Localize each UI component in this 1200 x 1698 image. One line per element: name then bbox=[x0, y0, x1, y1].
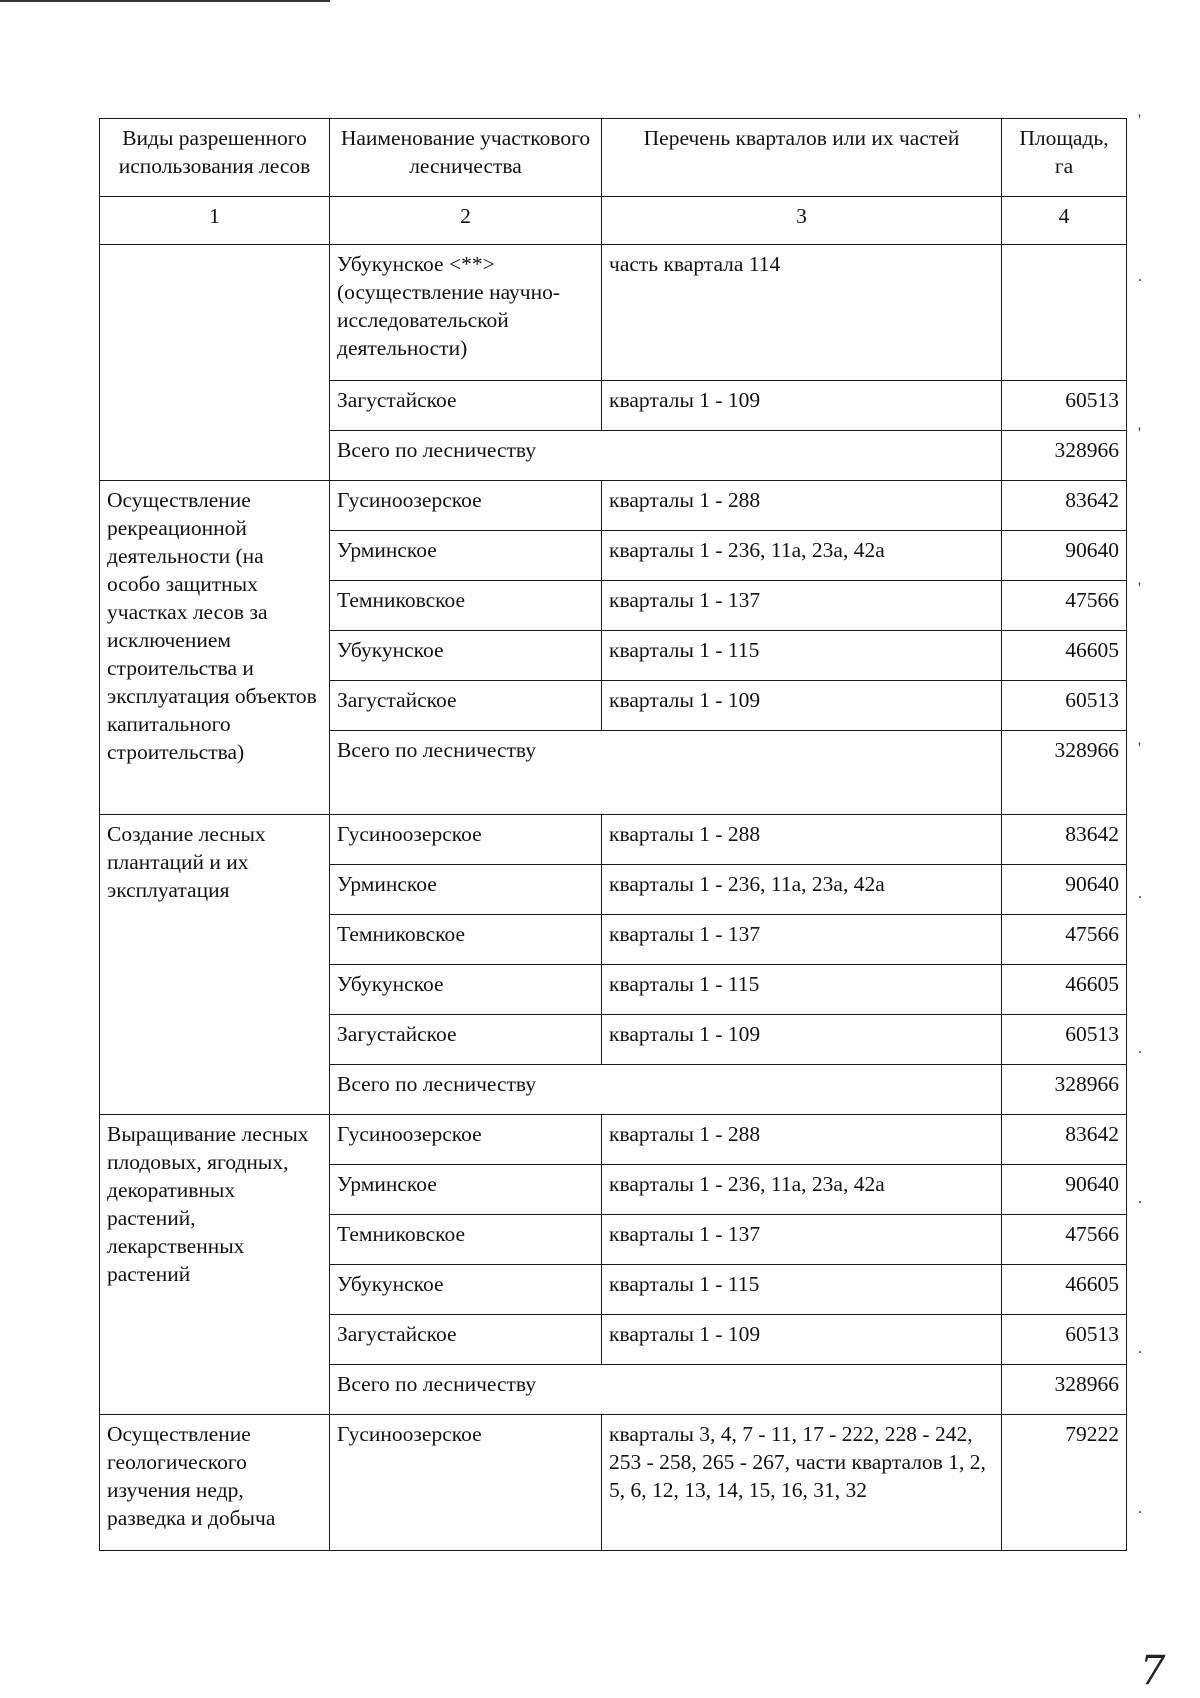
scan-speck: ' bbox=[1138, 580, 1141, 597]
quarters-list: кварталы 1 - 115 bbox=[602, 1265, 1002, 1315]
area-value: 79222 bbox=[1002, 1415, 1127, 1551]
area-value: 60513 bbox=[1002, 681, 1127, 731]
column-number: 1 bbox=[100, 197, 330, 245]
total-label: Всего по лесничеству bbox=[330, 431, 1002, 481]
use-type: Осуществление рекреационной деятельности (на особо защитных участках лесов за исключением строительства и эксплуатация объектов капитального строительства) bbox=[100, 481, 330, 815]
scan-speck: . bbox=[1138, 1500, 1142, 1517]
use-type: Осуществление геологического изучения недр, разведка и добыча bbox=[100, 1415, 330, 1551]
area-value: 90640 bbox=[1002, 1165, 1127, 1215]
table-row bbox=[100, 245, 1127, 381]
total-area: 328966 bbox=[1002, 431, 1127, 481]
area-value: 83642 bbox=[1002, 815, 1127, 865]
header-row bbox=[100, 119, 1127, 197]
scan-speck: . bbox=[1138, 1190, 1142, 1207]
forestry-name: Убукунское bbox=[330, 1265, 602, 1315]
quarters-list: часть квартала 114 bbox=[602, 245, 1002, 381]
area-value: 47566 bbox=[1002, 915, 1127, 965]
forestry-name: Загустайское bbox=[330, 681, 602, 731]
header-area: Площадь, га bbox=[1002, 119, 1127, 197]
forest-use-table bbox=[99, 118, 1127, 1551]
scan-speck: . bbox=[1138, 1340, 1142, 1357]
area-value: 46605 bbox=[1002, 631, 1127, 681]
area-value: 90640 bbox=[1002, 531, 1127, 581]
forestry-name: Гусиноозерское bbox=[330, 815, 602, 865]
forestry-name: Загустайское bbox=[330, 1015, 602, 1065]
quarters-list: кварталы 1 - 137 bbox=[602, 1215, 1002, 1265]
forestry-name: Загустайское bbox=[330, 381, 602, 431]
area-value: 60513 bbox=[1002, 1015, 1127, 1065]
quarters-list: кварталы 1 - 115 bbox=[602, 965, 1002, 1015]
quarters-list: кварталы 1 - 288 bbox=[602, 1115, 1002, 1165]
forestry-name: Гусиноозерское bbox=[330, 1115, 602, 1165]
quarters-list: кварталы 1 - 115 bbox=[602, 631, 1002, 681]
scan-speck: . bbox=[1138, 885, 1142, 902]
area-value: 46605 bbox=[1002, 965, 1127, 1015]
column-number: 3 bbox=[602, 197, 1002, 245]
area-value: 47566 bbox=[1002, 1215, 1127, 1265]
total-label: Всего по лесничеству bbox=[330, 1065, 1002, 1115]
quarters-list: кварталы 1 - 137 bbox=[602, 915, 1002, 965]
forestry-name: Урминское bbox=[330, 531, 602, 581]
column-number-row bbox=[100, 197, 1127, 245]
area-value: 83642 bbox=[1002, 481, 1127, 531]
header-quarters: Перечень кварталов или их частей bbox=[602, 119, 1002, 197]
scan-speck: . bbox=[1138, 268, 1142, 285]
total-label: Всего по лесничеству bbox=[330, 1365, 1002, 1415]
handwritten-page-number: 7 bbox=[1140, 1648, 1166, 1694]
area-value bbox=[1002, 245, 1127, 381]
forestry-name: Урминское bbox=[330, 865, 602, 915]
quarters-list: кварталы 1 - 236, 11а, 23а, 42а bbox=[602, 531, 1002, 581]
quarters-list: кварталы 1 - 109 bbox=[602, 1315, 1002, 1365]
forestry-name: Загустайское bbox=[330, 1315, 602, 1365]
header-type: Виды разрешенного использования лесов bbox=[100, 119, 330, 197]
table-row bbox=[100, 1415, 1127, 1551]
top-edge-line bbox=[0, 0, 330, 2]
header-forestry: Наименование участкового лесничества bbox=[330, 119, 602, 197]
scan-speck: ' bbox=[1138, 740, 1141, 757]
table-row bbox=[100, 481, 1127, 531]
scan-speck: . bbox=[1138, 1040, 1142, 1057]
use-type: Создание лесных плантаций и их эксплуатация bbox=[100, 815, 330, 1115]
quarters-list: кварталы 1 - 109 bbox=[602, 381, 1002, 431]
quarters-list: кварталы 1 - 137 bbox=[602, 581, 1002, 631]
quarters-list: кварталы 1 - 236, 11а, 23а, 42а bbox=[602, 865, 1002, 915]
quarters-list: кварталы 1 - 236, 11а, 23а, 42а bbox=[602, 1165, 1002, 1215]
column-number: 4 bbox=[1002, 197, 1127, 245]
area-value: 83642 bbox=[1002, 1115, 1127, 1165]
table-row bbox=[100, 815, 1127, 865]
area-value: 46605 bbox=[1002, 1265, 1127, 1315]
quarters-list: кварталы 1 - 109 bbox=[602, 681, 1002, 731]
scan-speck: ' bbox=[1138, 425, 1141, 442]
forestry-name: Убукунское <**> (осуществление научно-исследовательской деятельности) bbox=[330, 245, 602, 381]
total-area: 328966 bbox=[1002, 731, 1127, 815]
column-number: 2 bbox=[330, 197, 602, 245]
quarters-list: кварталы 1 - 288 bbox=[602, 481, 1002, 531]
forestry-name: Темниковское bbox=[330, 1215, 602, 1265]
forestry-name: Темниковское bbox=[330, 581, 602, 631]
forestry-name: Урминское bbox=[330, 1165, 602, 1215]
quarters-list: кварталы 1 - 288 bbox=[602, 815, 1002, 865]
use-type: Выращивание лесных плодовых, ягодных, декоративных растений, лекарственных растений bbox=[100, 1115, 330, 1415]
total-label: Всего по лесничеству bbox=[330, 731, 1002, 815]
forestry-name: Темниковское bbox=[330, 915, 602, 965]
quarters-list: кварталы 1 - 109 bbox=[602, 1015, 1002, 1065]
total-area: 328966 bbox=[1002, 1365, 1127, 1415]
quarters-list: кварталы 3, 4, 7 - 11, 17 - 222, 228 - 242, 253 - 258, 265 - 267, части кварталов 1, 2, 5, 6, 12, 13, 14, 15, 16, 31, 32 bbox=[602, 1415, 1002, 1551]
table-row bbox=[100, 1115, 1127, 1165]
scan-speck: ' bbox=[1138, 112, 1141, 129]
forestry-name: Убукунское bbox=[330, 965, 602, 1015]
area-value: 90640 bbox=[1002, 865, 1127, 915]
forestry-name: Убукунское bbox=[330, 631, 602, 681]
forestry-name: Гусиноозерское bbox=[330, 1415, 602, 1551]
total-area: 328966 bbox=[1002, 1065, 1127, 1115]
area-value: 47566 bbox=[1002, 581, 1127, 631]
area-value: 60513 bbox=[1002, 381, 1127, 431]
use-type-cell-empty bbox=[100, 245, 330, 481]
forestry-name: Гусиноозерское bbox=[330, 481, 602, 531]
area-value: 60513 bbox=[1002, 1315, 1127, 1365]
